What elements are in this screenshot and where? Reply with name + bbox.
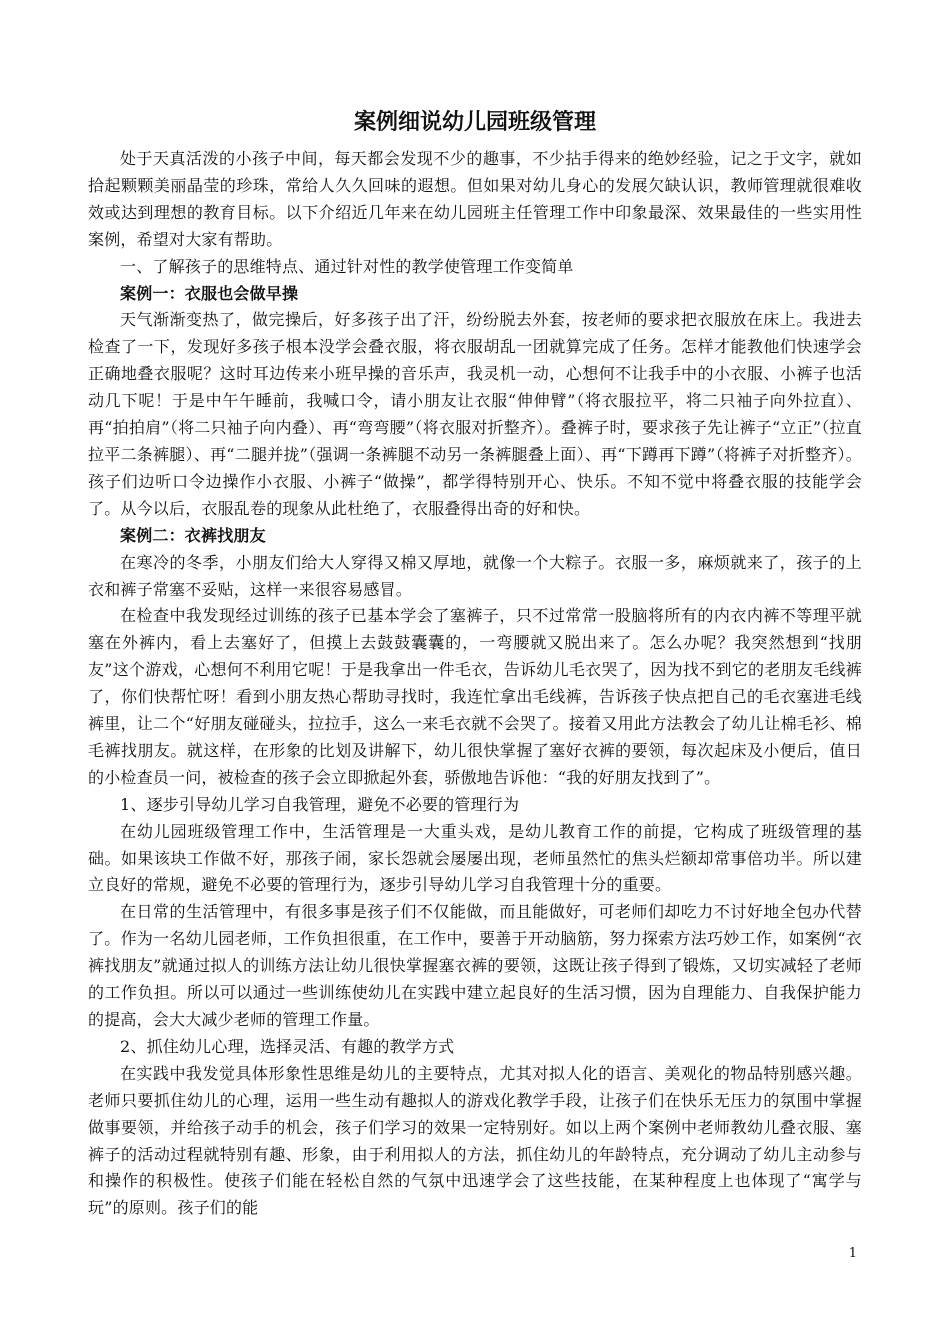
case-heading: 案例一：衣服也会做早操	[120, 283, 299, 303]
document-title: 案例细说幼儿园班级管理	[353, 110, 596, 135]
paragraph: 天气渐渐变热了，做完操后，好多孩子出了汗，纷纷脱去外套，按老师的要求把衣服放在床上。我进去检查了一下，发现好多孩子根本没学会叠衣服，将衣服胡乱一团就算完成了任务。怎样才能教他们快速学会正确地叠衣服呢？这时耳边传来小班早操的音乐声，我灵机一动，心想何不让我手中的小衣服、小裤子也活动几下呢！于是中午午睡前，我喊口令，请小朋友让衣服“伸伸臂”（将衣服拉平，将二只袖子向外拉直）、再“拍拍肩”（将二只袖子向内叠）、再“弯弯腰”（将衣服对折整齐）。叠裤子时，要求孩子先让裤子“立正”（拉直拉平二条裤腿）、再“二腿并拢”（强调一条裤腿不动另一条裤腿叠上面）、再“下蹲再下蹲”（将裤子对折整齐）。孩子们边听口令边操作小衣服、小裤子“做操”，都学得特别开心、快乐。不知不觉中将叠衣服的技能学会了。从今以后，衣服乱卷的现象从此杜绝了，衣服叠得出奇的好和快。	[88, 310, 862, 518]
page-number: 1	[848, 1246, 857, 1261]
paragraph: 2、抓住幼儿心理，选择灵活、有趣的教学方式	[120, 1036, 455, 1056]
paragraph: 在实践中我发觉具体形象性思维是幼儿的主要特点，尤其对拟人化的语言、美观化的物品特别感兴趣。老师只要抓住幼儿的心理，运用一些生动有趣拟人的游戏化教学手段，让孩子们在快乐无压力的氛围中掌握做事要领，并给孩子动手的机会，孩子们学习的效果一定特别好。如以上两个案例中老师教幼儿叠衣服、塞裤子的活动过程就特别有趣、形象，由于利用拟人的方法，抓住幼儿的年龄特点，充分调动了幼儿主动参与和操作的积极性。使孩子们能在轻松自然的气氛中迅速学会了这些技能，在某种程度上也体现了“寓学与玩”的原则。孩子们的能	[88, 1063, 862, 1218]
paragraph: 在寒冷的冬季，小朋友们给大人穿得又棉又厚地，就像一个大粽子。衣服一多，麻烦就来了，孩子的上衣和裤子常塞不妥贴，这样一来很容易感冒。	[88, 552, 862, 599]
case-heading: 案例二：衣裤找朋友	[120, 525, 266, 545]
document-body	[88, 146, 862, 1222]
paragraph: 在幼儿园班级管理工作中，生活管理是一大重头戏，是幼儿教育工作的前提，它构成了班级管理的基础。如果该块工作做不好，那孩子闹，家长怨就会屡屡出现，老师虽然忙的焦头烂额却常事倍功半。所以建立良好的常规，避免不必要的管理行为，逐步引导幼儿学习自我管理十分的重要。	[88, 821, 862, 895]
paragraph: 处于天真活泼的小孩子中间，每天都会发现不少的趣事，不少拈手得来的绝妙经验，记之于文字，就如拾起颗颗美丽晶莹的珍珠，常给人久久回味的遐想。但如果对幼儿身心的发展欠缺认识，教师管理就很难收效或达到理想的教育目标。以下介绍近几年来在幼儿园班主任管理工作中印象最深、效果最佳的一些实用性案例，希望对大家有帮助。	[88, 149, 862, 249]
paragraph: 一、了解孩子的思维特点、通过针对性的教学使管理工作变简单	[120, 256, 574, 276]
paragraph: 在日常的生活管理中，有很多事是孩子们不仅能做，而且能做好，可老师们却吃力不讨好地全包办代替了。作为一名幼儿园老师，工作负担很重，在工作中，要善于开动脑筋，努力探索方法巧妙工作，如案例“衣裤找朋友”就通过拟人的训练方法让幼儿很快掌握塞衣裤的要领，这既让孩子得到了锻炼，又切实减轻了老师的工作负担。所以可以通过一些训练使幼儿在实践中建立起良好的生活习惯，因为自理能力、自我保护能力的提高，会大大减少老师的管理工作量。	[88, 902, 862, 1029]
paragraph: 1、逐步引导幼儿学习自我管理，避免不必要的管理行为	[120, 794, 520, 814]
paragraph: 在检查中我发现经过训练的孩子已基本学会了塞裤子，只不过常常一股脑将所有的内衣内裤不等理平就塞在外裤内，看上去塞好了，但摸上去鼓鼓囊囊的，一弯腰就又脱出来了。怎么办呢？我突然想到“找朋友”这个游戏，心想何不利用它呢！于是我拿出一件毛衣，告诉幼儿毛衣哭了，因为找不到它的老朋友毛线裤了，你们快帮忙呀！看到小朋友热心帮助寻找时，我连忙拿出毛线裤，告诉孩子快点把自己的毛衣塞进毛线裤里，让二个“好朋友碰碰头，拉拉手，这么一来毛衣就不会哭了。接着又用此方法教会了幼儿让棉毛衫、棉毛裤找朋友。就这样，在形象的比划及讲解下，幼儿很快掌握了塞好衣裤的要领，每次起床及小便后，值日的小检查员一问，被检查的孩子会立即掀起外套，骄傲地告诉他：“我的好朋友找到了”。	[88, 606, 862, 787]
